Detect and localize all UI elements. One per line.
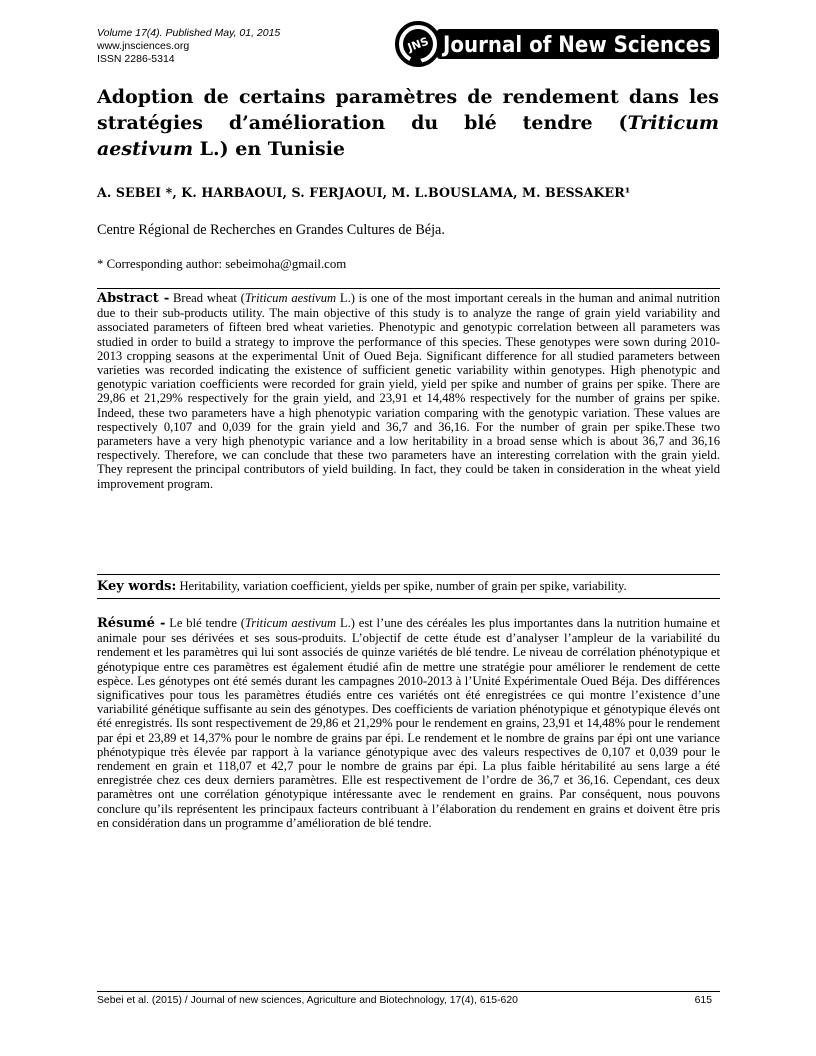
footer-rule (97, 991, 720, 992)
abstract-label: Abstract - (97, 291, 170, 306)
abstract-bottom-rule (97, 574, 720, 575)
abstract: Abstract - Bread wheat (Triticum aestivum L.) is one of the most important cereals in the human and animal nutrition due to their sub-products utility. The main objective of this study is to analyze the range of grain yield variability and associated parameters of fifteen bred wheat varieties. Phenotypic and genotypic correlation between all parameters was studied in order to build a strategy to improve the performance of this species. These genotypes were sown during 2010-2013 cropping seasons at the experimental Unit of Oued Beja. Significant difference for all studied parameters between varieties was recorded indicating the existence of sufficient genetic variability within genotypes. High phenotypic and genotypic variation coefficients were recorded for grain yield, yield per spike and number of grains per spike. There are 29,86 et 21,29% respectively for the grain yield, and 23,91 et 14,48% respectively for the number of grains per spike. Indeed, these two parameters have a high phenotypic variation comparing with the genotypic variation. These values are respectively 0,107 and 0,039 for the grain yield and 36,7 and 36,16. For the number of grain per spike.These two parameters have a very high phenotypic variance and a low heritability in a broad sense which is about 36,7 and 36,16 respectively. Therefore, we can conclude that these two parameters have an interesting correlation with the grain yield. They represent the principal contributors of yield building. In fact, they could be taken in consideration in the wheat yield improvement program. (97, 291, 721, 491)
keywords-label: Key words: (97, 579, 177, 594)
page-footer (97, 995, 720, 1006)
resume-label: Résumé - (97, 616, 166, 631)
page-number: 615 (694, 995, 712, 1006)
corresponding-author: * Corresponding author: sebeimoha@gmail.com (97, 257, 347, 271)
logo-journal-name: Journal of New Sciences (441, 33, 711, 58)
journal-header-meta (97, 27, 280, 66)
footer-citation: Sebei et al. (2015) / Journal of new sciences, Agriculture and Biotechnology, 17(4), 615-620 (97, 995, 518, 1006)
issn: ISSN 2286-5314 (97, 53, 175, 65)
keywords: Key words: Heritability, variation coefficient, yields per spike, number of grain per spike, variability. (97, 579, 627, 594)
author-list: A. SEBEI *, K. HARBAOUI, S. FERJAOUI, M. L.BOUSLAMA, M. BESSAKER¹ (97, 185, 631, 200)
journal-website: www.jnsciences.org (97, 40, 190, 52)
keywords-bottom-rule (97, 598, 720, 599)
article-title: Adoption de certains paramètres de rendement dans les stratégies d’amélioration du blé tendre (Triticum aestivum L.) en Tunisie (97, 86, 719, 160)
journal-logo (393, 19, 719, 69)
affiliation: Centre Régional de Recherches en Grandes Cultures de Béja. (97, 222, 445, 238)
resume: Résumé - Le blé tendre (Triticum aestivum L.) est l’une des céréales les plus importantes dans la nutrition humaine et animale pour ses dérivées et ses sous-produits. L’objectif de cette étude est d’analyser l’ampleur de la variabilité du rendement et les paramètres qui lui sont associés de quinze variétés de blé tendre. Le niveau de corrélation phénotypique et génotypique entre ces paramètres est également étudié afin de mettre une stratégie pour améliorer le rendement de cette espèce. Les génotypes ont été semés durant les campagnes 2010-2013 à l’Unité Expérimentale Oued Béja. Des différences significatives pour tous les paramètres étudiés entre ces variétés ont été enregistrées ce qui montre l’existence d’une variabilité génétique suffisante au sein des génotypes. Des coefficients de variation phénotypique et génotypique élevés ont été enregistrés. Ils sont respectivement de 29,86 et 21,29% pour le rendement en grains, 23,91 et 14,48% pour le rendement par épi et 23,89 et 14,37% pour le nombre de grains par épi. Le rendement et le nombre de grains par épi ont une variance phénotypique très élevée par rapport à la variance génotypique avec des valeurs respectives de 0,107 et 0,039 pour le rendement en grain et 118,07 et 42,7 pour le nombre de grains par épi. La plus faible héritabilité au sens large a été enregistrée chez ces deux derniers paramètres. Elle est respectivement de l’ordre de 36,7 et 36,16. Cependant, ces deux paramètres ont une corrélation génotypique intéressante avec le rendement en grains. Par conséquent, nous pouvons conclure qu’ils représentent les principaux facteurs contribuant à l’élaboration du rendement en grains et doivent être pris en considération dans un programme d’amélioration de blé tendre. (97, 616, 721, 830)
logo-badge-text: JNS (405, 34, 431, 55)
volume-info: Volume 17(4). Published May, 01, 2015 (97, 27, 281, 39)
abstract-top-rule (97, 288, 720, 289)
